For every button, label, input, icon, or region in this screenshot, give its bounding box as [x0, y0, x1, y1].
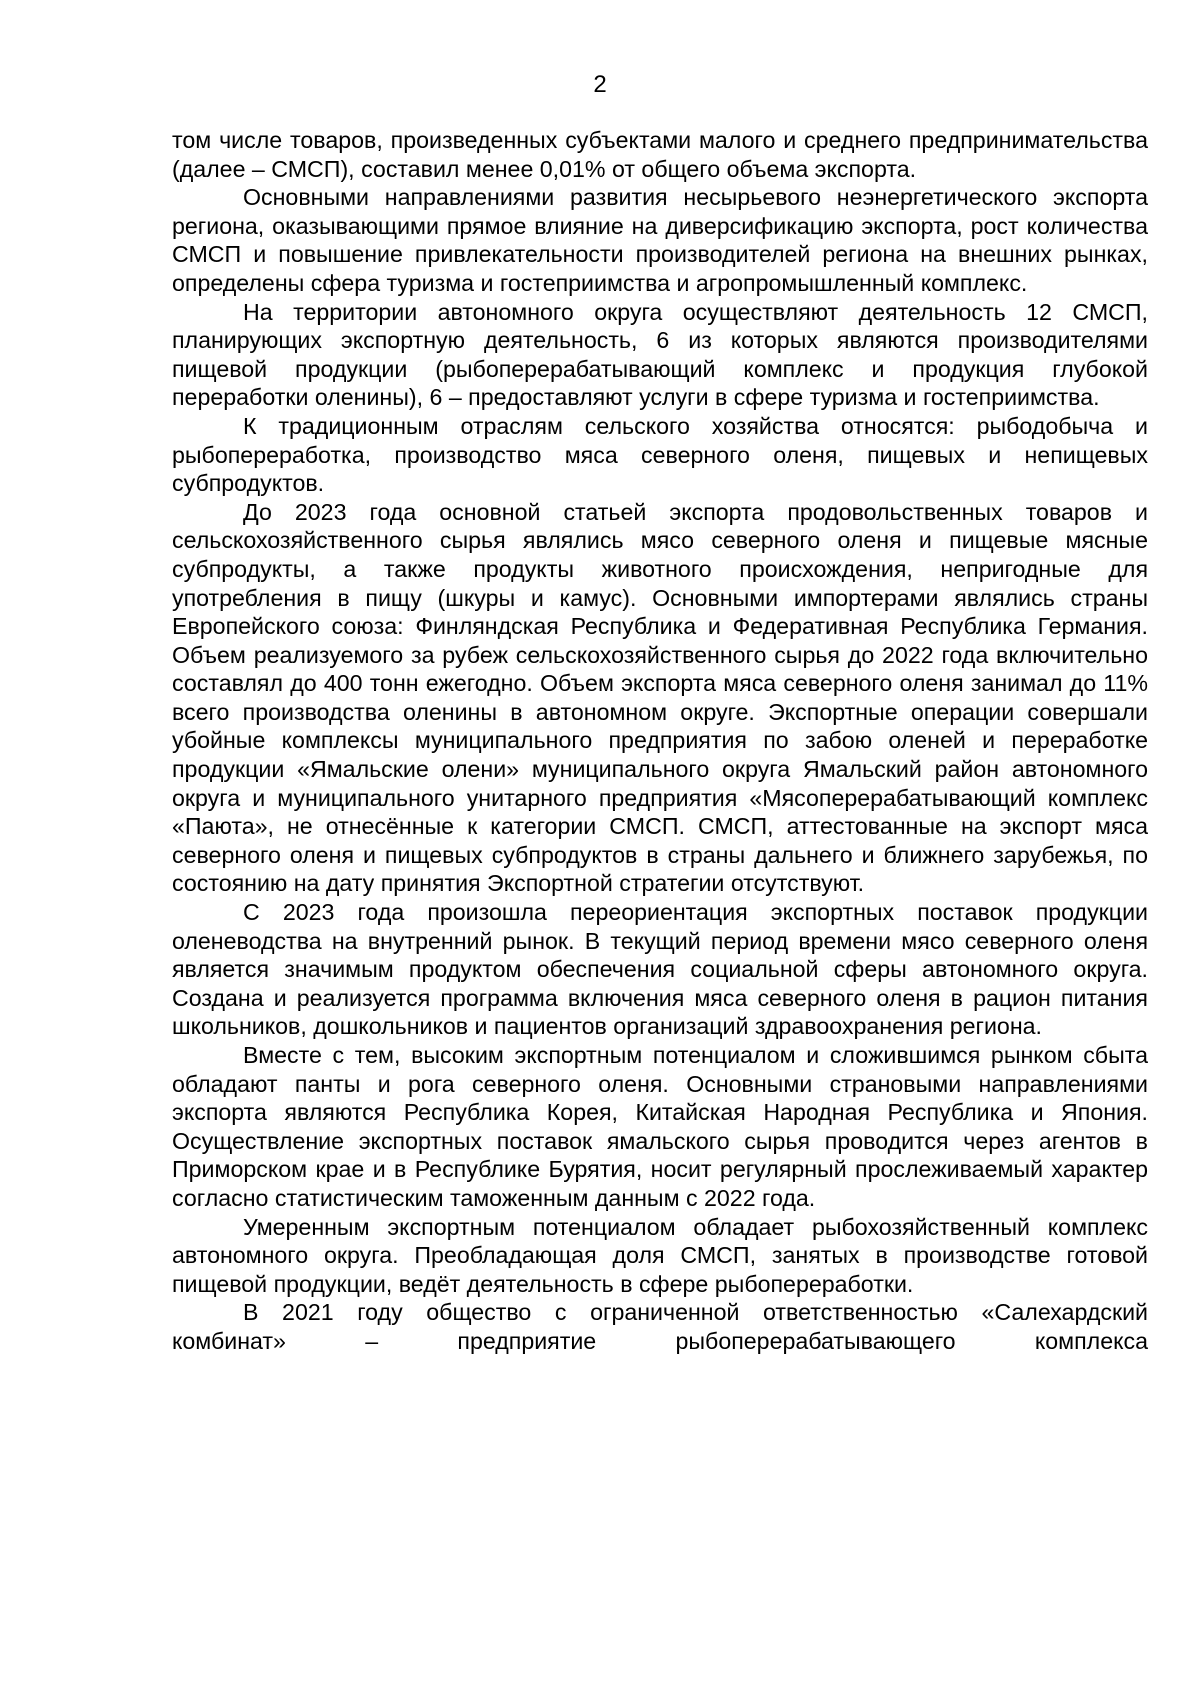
paragraph: До 2023 года основной статьей экспорта продовольственных товаров и сельскохозяйственного сырья являлись мясо северного оленя и пищевые мясные субпродукты, а также продукты животного происхождения, непригодные для употребления в пищу (шкуры и камус). Основными импортерами являлись страны Европейского союза: Финляндская Республика и Федеративная Республика Германия. Объем реализуемого за рубеж сельскохозяйственного сырья до 2022 года включительно составлял до 400 тонн ежегодно. Объем экспорта мяса северного оленя занимал до 11% всего производства оленины в автономном округе. Экспортные операции совершали убойные комплексы муниципального предприятия по забою оленей и переработке продукции «Ямальские олени» муниципального округа Ямальский район автономного округа и муниципального унитарного предприятия «Мясоперерабатывающий комплекс «Паюта», не отнесённые к категории СМСП. СМСП, аттестованные на экспорт мяса северного оленя и пищевых субпродуктов в страны дальнего и ближнего зарубежья, по состоянию на дату принятия Экспортной стратегии отсутствуют.	[172, 498, 1148, 897]
paragraph-continuation: том числе товаров, произведенных субъектами малого и среднего предпринимательства (далее – СМСП), составил менее 0,01% от общего объема экспорта.	[172, 127, 1148, 182]
paragraph: Основными направлениями развития несырьевого неэнергетического экспорта региона, оказывающими прямое влияние на диверсификацию экспорта, рост количества СМСП и повышение привлекательности производителей региона на внешних рынках, определены сфера туризма и гостеприимства и агропромышленный комплекс.	[172, 184, 1148, 296]
paragraph: Вместе с тем, высоким экспортным потенциалом и сложившимся рынком сбыта обладают панты и рога северного оленя. Основными страновыми направлениями экспорта являются Республика Корея, Китайская Народная Республика и Япония. Осуществление экспортных поставок ямальского сырья проводится через агентов в Приморском крае и в Республике Бурятия, носит регулярный прослеживаемый характер согласно статистическим таможенным данным с 2022 года.	[172, 1042, 1148, 1211]
document-body	[172, 126, 1148, 1356]
page-number: 2	[593, 71, 607, 98]
paragraph: Умеренным экспортным потенциалом обладает рыбохозяйственный комплекс автономного округа. Преобладающая доля СМСП, занятых в производстве готовой пищевой продукции, ведёт деятельность в сфере рыбопереработки.	[172, 1213, 1148, 1297]
paragraph: На территории автономного округа осуществляют деятельность 12 СМСП, планирующих экспортную деятельность, 6 из которых являются производителями пищевой продукции (рыбоперерабатывающий комплекс и продукция глубокой переработки оленины), 6 – предоставляют услуги в сфере туризма и гостеприимства.	[172, 298, 1148, 411]
paragraph-truncated: В 2021 году общество с ограниченной ответственностью «Салехардский комбинат» – предприятие рыбоперерабатывающего комплекса	[172, 1299, 1148, 1354]
paragraph: К традиционным отраслям сельского хозяйства относятся: рыбодобыча и рыбопереработка, производство мяса северного оленя, пищевых и непищевых субпродуктов.	[172, 412, 1148, 497]
paragraph: С 2023 года произошла переориентация экспортных поставок продукции оленеводства на внутренний рынок. В текущий период времени мясо северного оленя является значимым продуктом обеспечения социальной сферы автономного округа. Создана и реализуется программа включения мяса северного оленя в рацион питания школьников, дошкольников и пациентов организаций здравоохранения региона.	[172, 899, 1148, 1040]
